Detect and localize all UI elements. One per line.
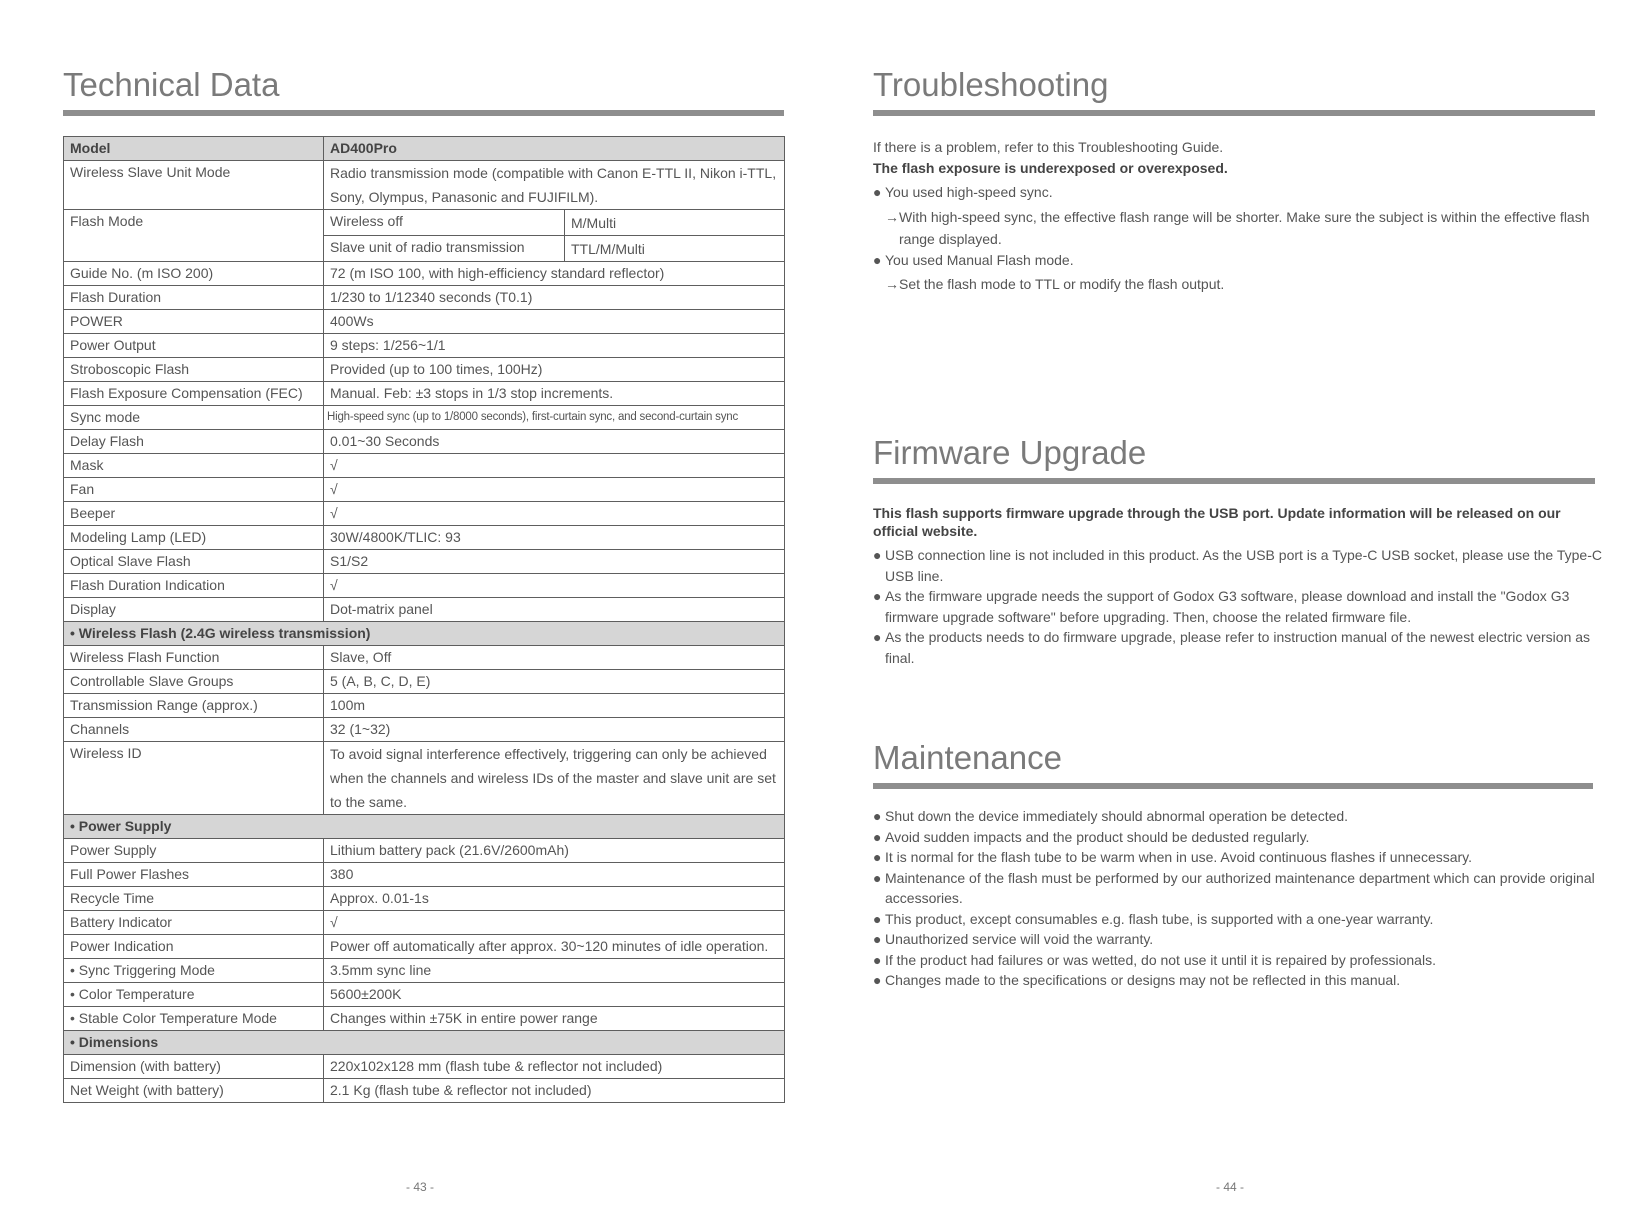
bullet-text: If the product had failures or was wetted, do not use it until it is repaired by professionals. bbox=[885, 951, 1436, 968]
table-row bbox=[64, 1007, 785, 1031]
list-item bbox=[873, 206, 1603, 250]
list-item bbox=[873, 182, 1603, 203]
row-value: Radio transmission mode (compatible with Canon E-TTL II, Nikon i-TTL, Sony, Olympus, Panasonic and FUJIFILM). bbox=[324, 161, 785, 210]
row-label: Guide No. (m ISO 200) bbox=[64, 262, 324, 286]
table-row bbox=[64, 718, 785, 742]
section-title-maintenance: Maintenance bbox=[873, 739, 1062, 776]
row-value: To avoid signal interference effectively, triggering can only be achieved when the channels and wireless IDs of the master and slave unit are set to the same. bbox=[324, 742, 785, 815]
bullet-text: This product, except consumables e.g. flash tube, is supported with a one-year warranty. bbox=[885, 910, 1434, 927]
table-row bbox=[64, 935, 785, 959]
model-label: Model bbox=[64, 137, 324, 161]
row-value: 0.01~30 Seconds bbox=[324, 430, 785, 454]
table-header-row bbox=[64, 137, 785, 161]
row-label: Stroboscopic Flash bbox=[64, 358, 324, 382]
row-label: Wireless ID bbox=[64, 742, 324, 815]
table-row bbox=[64, 670, 785, 694]
list-item bbox=[873, 586, 1603, 627]
bullet-text: It is normal for the flash tube to be warm when in use. Avoid continuous flashes if unnecessary. bbox=[885, 849, 1473, 865]
table-row bbox=[64, 286, 785, 310]
row-label: Recycle Time bbox=[64, 887, 324, 911]
section-header-wireless bbox=[64, 622, 785, 646]
table-row bbox=[64, 694, 785, 718]
row-label: • Sync Triggering Mode bbox=[64, 959, 324, 983]
table-row bbox=[64, 574, 785, 598]
title-divider bbox=[873, 110, 1595, 116]
row-value: Power off automatically after approx. 30~120 minutes of idle operation. bbox=[324, 935, 785, 959]
row-label: Flash Mode bbox=[64, 210, 324, 262]
row-value: Lithium battery pack (21.6V/2600mAh) bbox=[324, 839, 785, 863]
table-row bbox=[64, 1079, 785, 1103]
bullet-icon: ● bbox=[873, 547, 882, 563]
row-label: • Color Temperature bbox=[64, 983, 324, 1007]
row-label: Flash Duration bbox=[64, 286, 324, 310]
troubleshooting-body bbox=[873, 137, 1603, 295]
row-value: √ bbox=[324, 911, 785, 935]
bullet-icon: ● bbox=[873, 808, 882, 824]
table-row bbox=[64, 742, 785, 815]
row-value: 220x102x128 mm (flash tube & reflector not included) bbox=[324, 1055, 785, 1079]
row-value: 1/230 to 1/12340 seconds (T0.1) bbox=[324, 286, 785, 310]
list-item bbox=[873, 847, 1603, 868]
table-row bbox=[64, 430, 785, 454]
row-label: Channels bbox=[64, 718, 324, 742]
row-value: 32 (1~32) bbox=[324, 718, 785, 742]
table-row bbox=[64, 161, 785, 210]
firmware-intro: This flash supports firmware upgrade through the USB port. Update information will be released on our official website. bbox=[873, 505, 1561, 539]
bullet-icon: ● bbox=[873, 849, 882, 865]
list-item bbox=[873, 274, 1603, 295]
list-item bbox=[873, 627, 1603, 668]
firmware-list bbox=[873, 545, 1603, 668]
table-row bbox=[64, 262, 785, 286]
arrow-text: With high-speed sync, the effective flash range will be shorter. Make sure the subject is within the effective flash range displayed. bbox=[899, 209, 1590, 247]
row-value: √ bbox=[324, 454, 785, 478]
section-title: • Dimensions bbox=[64, 1031, 785, 1055]
firmware-body bbox=[873, 504, 1603, 668]
row-value: 30W/4800K/TLIC: 93 bbox=[324, 526, 785, 550]
row-value: 72 (m ISO 100, with high-efficiency standard reflector) bbox=[324, 262, 785, 286]
row-value: √ bbox=[324, 574, 785, 598]
arrow-right-icon: → bbox=[885, 209, 899, 225]
table-row bbox=[64, 550, 785, 574]
row-value: 380 bbox=[324, 863, 785, 887]
row-value: 100m bbox=[324, 694, 785, 718]
row-label: Battery Indicator bbox=[64, 911, 324, 935]
row-value: 5600±200K bbox=[324, 983, 785, 1007]
row-label: Wireless Slave Unit Mode bbox=[64, 161, 324, 210]
model-value: AD400Pro bbox=[324, 137, 785, 161]
table-row bbox=[64, 863, 785, 887]
list-item bbox=[873, 950, 1603, 971]
list-item bbox=[873, 909, 1603, 930]
bullet-icon: ● bbox=[873, 951, 882, 968]
page-number-right: - 44 - bbox=[1216, 1180, 1245, 1194]
bullet-text: As the products needs to do firmware upgrade, please refer to instruction manual of the newest electric version as final. bbox=[885, 629, 1591, 666]
bullet-icon: ● bbox=[873, 252, 882, 268]
bullet-text: As the firmware upgrade needs the support of Godox G3 software, please download and install the "Godox G3 firmware upgrade software" before upgrading. Then, choose the related firmware file. bbox=[885, 588, 1570, 625]
bullet-text: You used high-speed sync. bbox=[885, 184, 1053, 200]
table-row bbox=[64, 983, 785, 1007]
table-row bbox=[64, 454, 785, 478]
row-label: • Stable Color Temperature Mode bbox=[64, 1007, 324, 1031]
bullet-icon: ● bbox=[873, 972, 882, 988]
row-value: √ bbox=[324, 502, 785, 526]
row-label: Net Weight (with battery) bbox=[64, 1079, 324, 1103]
bullet-text: USB connection line is not included in this product. As the USB port is a Type-C USB socket, please use the Type-C USB line. bbox=[885, 547, 1602, 584]
table-row bbox=[64, 334, 785, 358]
table-row bbox=[64, 839, 785, 863]
flash-mode-value: M/Multi bbox=[565, 210, 785, 236]
list-item bbox=[873, 827, 1603, 848]
table-row bbox=[64, 526, 785, 550]
bullet-icon: ● bbox=[873, 869, 882, 886]
list-item bbox=[873, 545, 1603, 586]
row-value: Approx. 0.01-1s bbox=[324, 887, 785, 911]
row-label: Wireless Flash Function bbox=[64, 646, 324, 670]
row-label: Transmission Range (approx.) bbox=[64, 694, 324, 718]
row-label: Power Output bbox=[64, 334, 324, 358]
row-label: Fan bbox=[64, 478, 324, 502]
row-label: Controllable Slave Groups bbox=[64, 670, 324, 694]
row-label: Power Indication bbox=[64, 935, 324, 959]
bullet-text: Shut down the device immediately should abnormal operation be detected. bbox=[885, 808, 1349, 824]
row-label: Modeling Lamp (LED) bbox=[64, 526, 324, 550]
title-divider bbox=[63, 110, 784, 116]
table-row bbox=[64, 502, 785, 526]
row-label: Mask bbox=[64, 454, 324, 478]
maintenance-body bbox=[873, 806, 1603, 991]
table-row bbox=[64, 1055, 785, 1079]
table-row bbox=[64, 911, 785, 935]
table-row bbox=[64, 382, 785, 406]
row-value: Provided (up to 100 times, 100Hz) bbox=[324, 358, 785, 382]
list-item bbox=[873, 929, 1603, 950]
row-value: Changes within ±75K in entire power range bbox=[324, 1007, 785, 1031]
bullet-text: Avoid sudden impacts and the product should be dedusted regularly. bbox=[885, 828, 1310, 845]
row-value: Dot-matrix panel bbox=[324, 598, 785, 622]
bullet-text: You used Manual Flash mode. bbox=[885, 252, 1074, 268]
row-label: Optical Slave Flash bbox=[64, 550, 324, 574]
table-row bbox=[64, 646, 785, 670]
section-title-troubleshooting: Troubleshooting bbox=[873, 66, 1109, 103]
row-label: Display bbox=[64, 598, 324, 622]
list-item bbox=[873, 868, 1603, 909]
row-value: Slave, Off bbox=[324, 646, 785, 670]
section-header-power bbox=[64, 815, 785, 839]
title-divider bbox=[873, 783, 1593, 789]
list-item bbox=[873, 806, 1603, 827]
row-label: Power Supply bbox=[64, 839, 324, 863]
section-header-dimensions bbox=[64, 1031, 785, 1055]
section-title-firmware: Firmware Upgrade bbox=[873, 434, 1147, 471]
row-label: Delay Flash bbox=[64, 430, 324, 454]
table-row bbox=[64, 478, 785, 502]
list-item bbox=[873, 250, 1603, 271]
bullet-text: Unauthorized service will void the warranty. bbox=[885, 931, 1154, 947]
troubleshooting-problem: The flash exposure is underexposed or overexposed. bbox=[873, 160, 1228, 176]
row-value: √ bbox=[324, 478, 785, 502]
technical-data-table bbox=[63, 136, 785, 1103]
row-value: Manual. Feb: ±3 stops in 1/3 stop increments. bbox=[324, 382, 785, 406]
page-number-left: - 43 - bbox=[406, 1180, 435, 1194]
bullet-icon: ● bbox=[873, 588, 882, 604]
section-title: • Power Supply bbox=[64, 815, 785, 839]
row-value: 400Ws bbox=[324, 310, 785, 334]
list-item bbox=[873, 970, 1603, 991]
row-label: Flash Exposure Compensation (FEC) bbox=[64, 382, 324, 406]
table-row bbox=[64, 310, 785, 334]
section-title: • Wireless Flash (2.4G wireless transmission) bbox=[64, 622, 785, 646]
flash-mode-name: Wireless off bbox=[324, 210, 565, 236]
title-divider bbox=[873, 478, 1595, 484]
arrow-right-icon: → bbox=[885, 276, 899, 292]
flash-mode-value: TTL/M/Multi bbox=[565, 236, 785, 262]
table-row bbox=[64, 210, 785, 236]
table-row bbox=[64, 959, 785, 983]
arrow-text: Set the flash mode to TTL or modify the flash output. bbox=[899, 276, 1225, 292]
row-value: 3.5mm sync line bbox=[324, 959, 785, 983]
bullet-icon: ● bbox=[873, 629, 882, 645]
row-value: High-speed sync (up to 1/8000 seconds), first-curtain sync, and second-curtain sync bbox=[324, 406, 785, 430]
row-value: S1/S2 bbox=[324, 550, 785, 574]
table-row bbox=[64, 598, 785, 622]
table-row bbox=[64, 406, 785, 430]
row-value: 9 steps: 1/256~1/1 bbox=[324, 334, 785, 358]
maintenance-list bbox=[873, 806, 1603, 991]
row-value: 2.1 Kg (flash tube & reflector not included) bbox=[324, 1079, 785, 1103]
row-label: Sync mode bbox=[64, 406, 324, 430]
bullet-icon: ● bbox=[873, 828, 882, 845]
bullet-icon: ● bbox=[873, 931, 882, 947]
table-row bbox=[64, 358, 785, 382]
row-label: Beeper bbox=[64, 502, 324, 526]
row-label: Full Power Flashes bbox=[64, 863, 324, 887]
bullet-icon: ● bbox=[873, 910, 882, 927]
row-label: Flash Duration Indication bbox=[64, 574, 324, 598]
flash-mode-name: Slave unit of radio transmission bbox=[324, 236, 565, 262]
row-value: 5 (A, B, C, D, E) bbox=[324, 670, 785, 694]
bullet-text: Maintenance of the flash must be performed by our authorized maintenance department which can provide original accessories. bbox=[885, 869, 1595, 906]
table-row bbox=[64, 887, 785, 911]
bullet-text: Changes made to the specifications or designs may not be reflected in this manual. bbox=[885, 972, 1401, 988]
page-title-technical-data: Technical Data bbox=[63, 66, 280, 103]
row-label: POWER bbox=[64, 310, 324, 334]
troubleshooting-intro: If there is a problem, refer to this Troubleshooting Guide. bbox=[873, 139, 1224, 155]
bullet-icon: ● bbox=[873, 184, 882, 200]
row-label: Dimension (with battery) bbox=[64, 1055, 324, 1079]
